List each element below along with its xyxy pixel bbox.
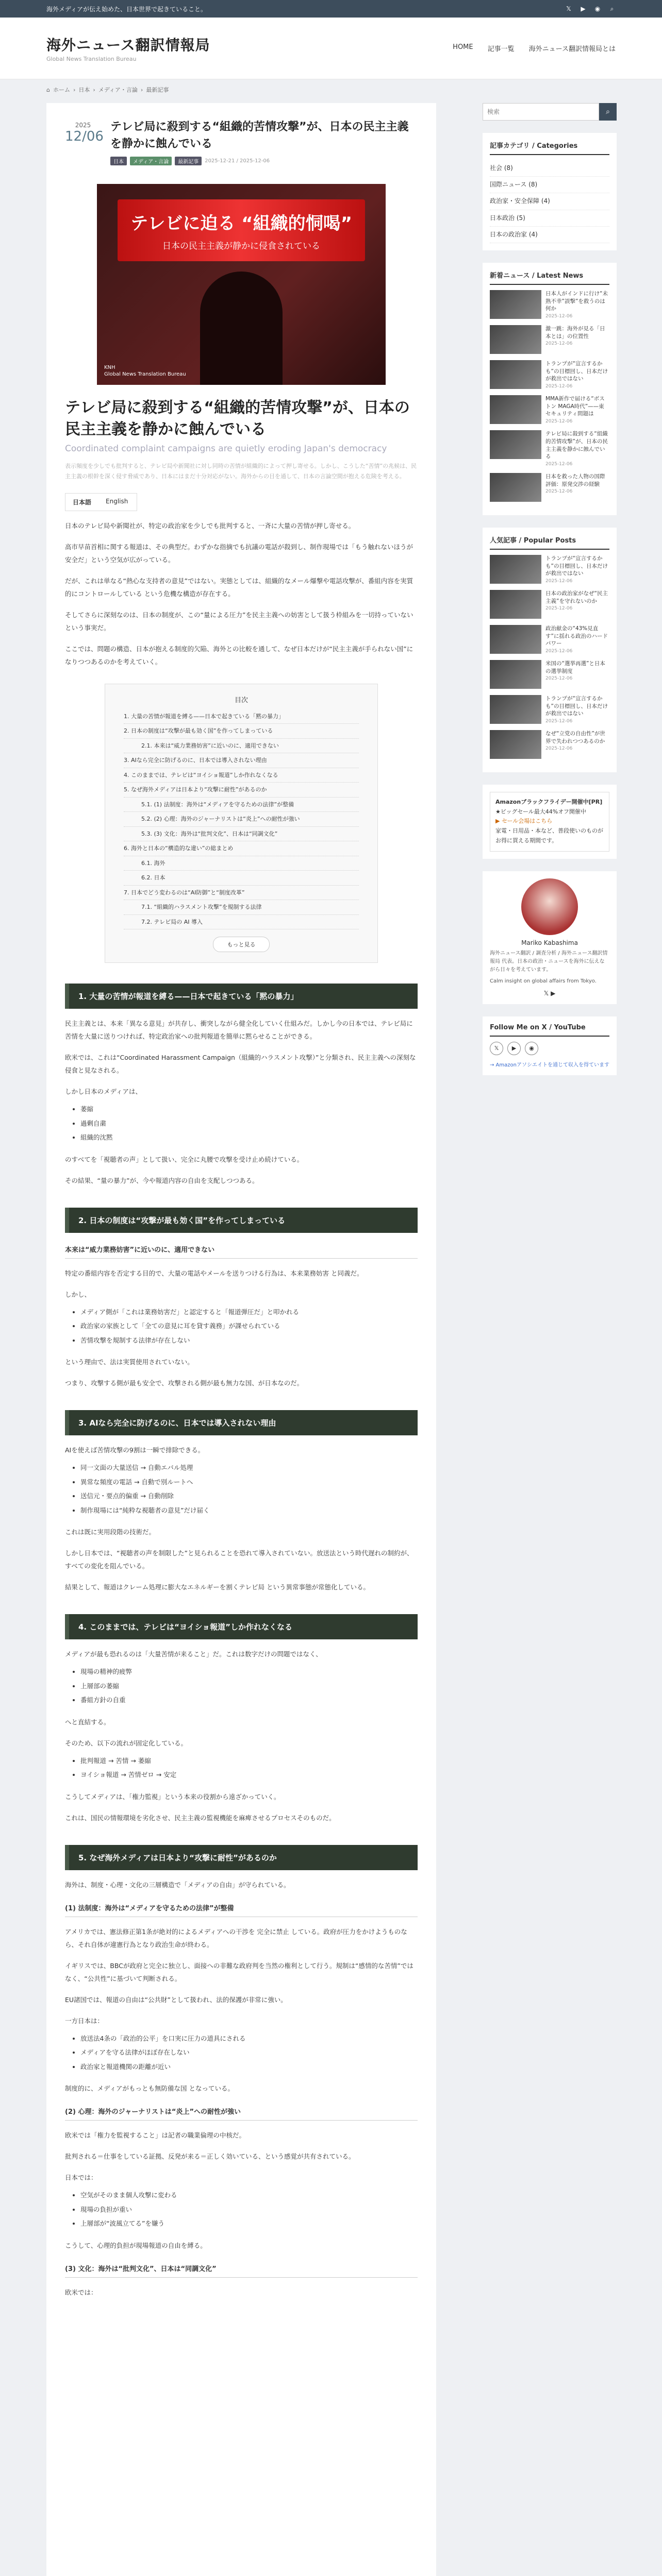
nav-about[interactable]: 海外ニュース翻訳情報局とは [528,45,616,53]
list-item: • 送信元・要点的偏重 → 自動削除 [80,1489,418,1503]
logo-tagline: Global News Translation Bureau [46,56,137,62]
breadcrumb-home[interactable]: ホーム [53,87,70,93]
tag-media[interactable]: メディア・言論 [130,157,172,165]
paragraph: これは既に実用段階の技術だ。 [65,1528,156,1536]
toc-item[interactable]: 7.2. テレビ局の AI 導入 [124,915,359,930]
rss-follow-icon[interactable]: ◉ [525,1042,538,1055]
thumbnail[interactable] [490,660,541,689]
list-item: • 現場の負担が重い [80,2202,418,2217]
paragraph: 一方日本は： [65,2016,104,2025]
profile-widget [483,871,617,1004]
paragraph: のすべてを「視聴者の声」として扱い、完全に丸腰で攻撃を受け止め続けている。 [65,1155,304,1163]
section-heading: 5. なぜ海外メディアは日本より“攻撃に耐性”があるのか [65,1845,418,1870]
toc-heading: 目次 [234,696,248,704]
english-subtitle: Coordinated complaint campaigns are quietly eroding Japan's democracy [65,444,387,454]
youtube-icon[interactable]: ▶ [551,989,556,997]
paragraph: AIを使えば苦情攻撃の9割は一瞬で排除できる。 [65,1446,205,1454]
popular-title[interactable]: なぜ“立党の自由性”が世界で失われつつあるのか [545,731,605,744]
paragraph: そしてさらに深刻なのは、日本の制度が、この“量による圧力”を民主主義への妨害として扱う枠組みを一切持っていない という事実だ。 [65,611,413,632]
latest-news-widget [483,263,617,515]
hero-title: テレビに迫る “組織的恫喝” [130,213,352,234]
amazon-note: 家電・日用品・本など、普段使いのものがお得に買える期間です。 [495,827,603,844]
paragraph: 特定の番組内容を否定する目的で、大量の電話やメールを送りつける行為は、本来業務妨害 と同義だ。 [65,1269,363,1277]
paragraph: 結果として、報道はクレーム処理に膨大なエネルギーを割くテレビ局 という異常事態が常態化している。 [65,1583,370,1591]
toc-item[interactable]: 2. 日本の制度は“攻撃が最も効く国”を作ってしまっている [124,724,359,739]
thumbnail[interactable] [490,555,541,584]
lead-text: 表示頻度を少しでも批判すると、テレビ局や新聞社に対し同時の苦情が組織的によって押し寄せる。しかし、こうした“苦情”の兆候は、民主主義の根幹を深く侵す脅威であり、日本にはまだ十分対応がない。海外からの目を通して、日本の言論空間が抱える危険を考える。 [65,463,417,480]
paragraph: だが、これは単なる“熱心な支持者の意見”ではない。実態としては、組織的なメール爆撃や電話攻撃が、番組内容を実質的にコントロールしている という危機な構造が存在する。 [65,577,413,598]
hero-subtitle: 日本の民主主義が静かに侵食されている [162,241,320,251]
news-title[interactable]: 日本人がインドに行け“未熟不幸”誤撃”を救うのは何か [545,290,608,312]
toc-item[interactable]: 4. このままでは、テレビは“ヨイショ報道”しか作れなくなる [124,768,359,783]
list-item: • 政治家の家族として「全ての意見に耳を貸す義務」が課せられている [80,1319,418,1333]
list-item: • 批判報道 → 苦情 → 萎縮 [80,1754,418,1768]
paragraph: 欧米では「権力を監視すること」は記者の職業倫理の中核だ。 [65,2131,246,2140]
x-icon[interactable]: 𝕏 [566,5,571,12]
breadcrumb-latest[interactable]: 最新記事 [146,87,169,93]
paragraph: へと直結する。 [65,1718,110,1726]
list-item: • 現場の精神的疲弊 [80,1665,418,1679]
tag-japan[interactable]: 日本 [110,157,127,165]
thumbnail[interactable] [490,473,541,502]
thumbnail[interactable] [490,360,541,389]
paragraph: 欧米では、これは“Coordinated Harassment Campaign（組織的ハラスメント攻撃）”と分類され、民主主義への深刻な侵食と見なされる。 [65,1054,416,1075]
news-date: 2025-12-06 [545,419,573,425]
paragraph: しかし日本では、“視聴者の声を制限した”と見られることを恐れて導入されていない。放送法という時代遅れの制約が、すべての変化を阻んでいる。 [65,1549,413,1570]
list-item: • 同一文面の大量送信 → 自動エバル処理 [80,1461,418,1475]
paragraph: そのため、以下の流れが固定化している。 [65,1739,188,1747]
subsection-heading: (1) 法制度：海外は“メディアを守るための法律”が整備 [65,1903,418,1917]
list-item: • 番組方針の自重 [80,1693,418,1707]
paragraph: こうして、心理的負担が現場報道の自由を縛る。 [65,2241,207,2249]
news-item[interactable] [490,325,609,354]
list-item: • 制作現場には“純粋な視聴者の意見”だけ届く [80,1503,418,1518]
thumbnail[interactable] [490,395,541,424]
amazon-sale-link[interactable]: ▶ セール会場はこちら [495,818,553,825]
list-item: • 組織的沈黙 [80,1130,418,1145]
post-year: 2025 [75,122,91,129]
popular-item[interactable] [490,555,609,584]
thumbnail[interactable] [490,730,541,759]
toc-item[interactable]: 7. 日本でどう変わるのは“AI防御”と“制度改革” [124,886,359,901]
search-input[interactable] [483,103,599,121]
toc-item[interactable]: 5.1. (1) 法制度：海外は“メディアを守るための法律”が整備 [124,798,359,812]
paragraph: EU諸国では、報道の自由は“公共財”として扱われ、法的保護が非常に強い。 [65,1995,287,2004]
paragraph: という理由で、法は実質使用されていない。 [65,1358,194,1366]
site-logo[interactable] [46,34,210,62]
toc-item[interactable]: 5.3. (3) 文化：海外は“批判文化”、日本は“同調文化” [124,827,359,842]
x-icon[interactable]: 𝕏 [543,989,549,997]
hero-banner [118,199,365,261]
paragraph: 民主主義とは、本来「異なる意見」が共存し、衝突しながら健全化していく仕組みだ。しかし今の日本では、テレビ局に苦情を大量に送りつければ、特定政治家への批判報道を簡単に黙らせることができる。 [65,1020,413,1041]
breadcrumb: ⌂ ホーム › 日本 › メディア・言論 › 最新記事 [46,86,169,93]
topbar-text: 海外メディアが伝え始めた、日本世界で起きていること。 [46,5,207,13]
popular-item[interactable] [490,695,609,724]
thumbnail[interactable] [490,325,541,354]
popular-date: 2025-12-06 [545,649,573,654]
popular-date: 2025-12-06 [545,719,573,724]
breadcrumb-japan[interactable]: 日本 [78,87,90,93]
widget-title: 記事カテゴリ / Categories [490,140,609,155]
paragraph: しかし日本のメディアは、 [65,1088,142,1096]
subsection-heading: (3) 文化：海外は“批判文化”、日本は“同調文化” [65,2263,418,2278]
profile-social [490,990,609,997]
list-item: • 上層部が“波風立てる”を嫌う [80,2216,418,2231]
news-item[interactable] [490,473,609,502]
logo-title[interactable]: 海外ニュース翻訳情報局 [46,37,210,54]
paragraph: しかし、 [65,1290,91,1298]
lang-en[interactable]: English [106,497,128,505]
tag-latest[interactable]: 最新記事 [175,157,202,165]
category-item[interactable]: 国際ニュース (8) [490,177,609,193]
topbar [0,0,662,18]
thumbnail[interactable] [490,695,541,724]
article-body [65,519,418,2299]
profile-name: Mariko Kabashima [521,939,578,946]
news-title[interactable]: テレビ局に殺到する“組織的苦情攻撃”が、日本の民主主義を静かに蝕んでいる [545,431,608,460]
thumbnail[interactable] [490,625,541,654]
breadcrumb-media[interactable]: メディア・言論 [98,87,138,93]
subsection-heading: (2) 心理：海外のジャーナリストは“炎上”への耐性が強い [65,2106,418,2121]
lang-ja[interactable]: 日本語 [73,498,92,506]
news-title[interactable]: MMA新作で届ける“ボストン MAGA時代”——東セキュリティ問題は [545,396,605,417]
category-widget [483,133,617,250]
list-item: • 苦情攻撃を規制する法律が存在しない [80,1333,418,1348]
news-title[interactable]: 日本を救った人物の国際評価：原発交渉の経験 [545,473,605,487]
post-meta: 2025-12-21 / 2025-12-06 [205,158,270,164]
popular-item[interactable] [490,625,609,654]
section-heading: 1. 大量の苦情が報道を縛る——日本で起きている「黙の暴力」 [65,984,418,1009]
toc-item[interactable]: 5.2. (2) 心理：海外のジャーナリストは“炎上”への耐性が強い [124,812,359,827]
category-item[interactable]: 社会 (8) [490,160,609,177]
news-date: 2025-12-06 [545,314,573,319]
list-item: • ヨイショ報道 → 苦情ゼロ → 安定 [80,1768,418,1782]
category-item[interactable]: 日本政治 (5) [490,210,609,227]
news-item[interactable] [490,430,609,467]
paragraph: メディアが最も恐れるのは「大量苦情が来ること」だ。これは数字だけの問題ではなく、 [65,1650,322,1658]
news-date: 2025-12-06 [545,489,573,495]
list-item: • メディアを守る法律がほぼ存在しない [80,2045,418,2060]
amazon-widget [483,785,617,858]
list-item: • 異常な頻度の電話 → 自動で別ルートへ [80,1475,418,1489]
silhouette-figure [200,272,283,385]
nav-articles[interactable]: 記事一覧 [487,45,515,53]
search-box [483,103,617,121]
news-item[interactable] [490,290,609,319]
paragraph: こうしてメディアは、「権力監視」という本来の役割から遠ざかっていく。 [65,1792,280,1801]
paragraph: つまり、攻撃する側が最も安全で、攻撃される側が最も無力な国、が日本なのだ。 [65,1379,304,1387]
youtube-icon[interactable]: ▶ [581,5,586,12]
thumbnail[interactable] [490,290,541,319]
widget-title: Follow Me on X / YouTube [490,1024,609,1037]
popular-date: 2025-12-06 [545,606,573,612]
list-item: • 過剰自粛 [80,1116,418,1131]
article [46,103,436,2576]
popular-title[interactable]: 米国の“選挙再選”と日本の選挙制度 [545,660,605,674]
thumbnail[interactable] [490,430,541,459]
widget-title: 人気記事 / Popular Posts [490,535,609,550]
x-follow-icon[interactable]: 𝕏 [490,1042,503,1055]
popular-item[interactable] [490,590,609,619]
news-title[interactable]: 激一跳：海外が見る「日本とは」の位置性 [545,326,605,340]
language-switch [65,493,137,511]
toc-item[interactable]: 5. なぜ海外メディアは日本より“攻撃に耐性”があるのか [124,783,359,798]
avatar [521,878,578,935]
table-of-contents [105,684,378,963]
rss-icon[interactable]: ◉ [594,5,601,12]
post-month-day: 12/06 [65,129,104,144]
popular-item[interactable] [490,660,609,689]
follow-widget [483,1016,617,1075]
section-heading: 4. このままでは、テレビは“ヨイショ報道”しか作れなくなる [65,1614,418,1639]
toc-more-button[interactable]: もっと見る [213,937,270,952]
widget-title: 新着ニュース / Latest News [490,270,609,285]
list-item: • 空気がそのまま個人攻撃に変わる [80,2188,418,2202]
paragraph: 海外は、制度・心理・文化の三層構造で「メディアの自由」が守られている。 [65,1880,290,1889]
news-item[interactable] [490,395,609,424]
toc-item[interactable]: 6.2. 日本 [124,871,359,886]
paragraph: 批判される＝仕事をしている証拠、反発が来る＝正しく効いている、という感覚が共有されている。 [65,2153,355,2161]
home-icon: ⌂ [46,86,50,93]
hero-image [97,184,386,385]
paragraph: 日本のテレビ局や新聞社が、特定の政治家を少しでも批判すると、一斉に大量の苦情が押し寄せる。 [65,521,355,530]
paragraph: 欧米では： [65,2288,97,2296]
toc-item[interactable]: 1. 大量の苦情が報道を縛る——日本で起きている「黙の暴力」 [124,709,359,724]
amazon-subtitle: ★ビッグセール最大44%オフ開催中 [495,808,586,815]
paragraph: アメリカでは、憲法修正第1条が絶対的によるメディアへの干渉を 完全に禁止 している。政府が圧力をかけようものなら、それ自体が違憲行為となり政治生命が終わる。 [65,1927,407,1948]
news-item[interactable] [490,360,609,389]
list-item: • 萎縮 [80,1102,418,1116]
news-date: 2025-12-06 [545,384,573,389]
popular-item[interactable] [490,730,609,759]
site-header [0,18,662,79]
thumbnail[interactable] [490,590,541,619]
popular-date: 2025-12-06 [545,746,573,752]
paragraph: イギリスでは、BBCが政府と完全に独立し、面接への非難な政府判を当然の権利として行う。規制は“感情的な苦情”ではなく、“公共性”に基づいて判断される。 [65,1961,413,1982]
affiliate-link[interactable]: → Amazonアソシエイトを通じて収入を得ています [490,1062,609,1068]
section-heading: 2. 日本の制度は“攻撃が最も効く国”を作ってしまっている [65,1208,418,1233]
popular-title[interactable]: 政治献金の“43%見直す”に揺れる政治のハードパワー [545,625,608,647]
popular-title[interactable]: トランプが“宣言するかも”の目標回し、日本だけが救出ではない [545,555,608,577]
sidebar [483,103,617,1088]
article-title: テレビ局に殺到する“組織的苦情攻撃”が、日本の民主主義を静かに蝕んでいる [110,121,409,150]
popular-date: 2025-12-06 [545,676,573,682]
toc-item[interactable]: 6.1. 海外 [124,856,359,871]
paragraph: 制度的に、メディアがもっとも無防備な国 となっている。 [65,2084,234,2093]
list-item: • メディア側が「これは業務妨害だ」と認定すると「報道弾圧だ」と叩かれる [80,1305,418,1319]
category-item[interactable]: 政治家・安全保障 (4) [490,193,609,210]
search-button[interactable]: ⌕ [599,103,617,121]
news-date: 2025-12-06 [545,341,573,347]
paragraph: 高市早苗首相に関する報道は、その典型だ。わずかな指摘でも抗議の電話が殺到し、制作現場では「もう触れないほうが安全だ」という空気が広がっている。 [65,543,413,564]
paragraph: その結果、“量の暴力”が、今や報道内容の自由を支配しつつある。 [65,1176,259,1184]
popular-posts-widget [483,528,617,772]
post-date [65,122,104,144]
toc-item[interactable]: 2.1. 本来は“威力業務妨害”に近いのに、適用できない [124,739,359,754]
nav-home[interactable]: HOME [453,43,473,51]
list-item: • 放送法4条の「政治的公平」を口実に圧力の道具にされる [80,2031,418,2046]
popular-title[interactable]: トランプが“宣言するかも”の目標回し、日本だけが救出ではない [545,696,608,717]
list-item: • 上層部の萎縮 [80,1679,418,1693]
section-heading: 3. AIなら完全に防げるのに、日本では導入されない理由 [65,1410,418,1435]
hero-logo: KNH Global News Translation Bureau [104,365,186,377]
news-title[interactable]: トランプが“宣言するかも”の目標回し、日本だけが救出ではない [545,361,608,382]
search-icon[interactable]: ⌕ [610,5,614,12]
article-heading: テレビ局に殺到する“組織的苦情攻撃”が、日本の民主主義を静かに蝕んでいる [65,399,410,438]
paragraph: 日本では： [65,2174,97,2182]
paragraph: これは、国民の情報環境を劣化させ、民主主義の監視機能を麻痺させるプロセスそのものだ。 [65,1814,336,1822]
profile-note: Calm insight on global affairs from Tokyo. [490,978,597,984]
news-date: 2025-12-06 [545,461,573,467]
subsection-heading: 本来は“威力業務妨害”に近いのに、適用できない [65,1244,418,1259]
toc-item[interactable]: 6. 海外と日本の“構造的な違い”の総まとめ [124,841,359,856]
toc-item[interactable]: 7.1. “組織的ハラスメント攻撃”を規制する法律 [124,900,359,915]
youtube-follow-icon[interactable]: ▶ [507,1042,521,1055]
main-nav [453,43,616,53]
amazon-title: Amazonブラックフライデー開催中[PR] [495,799,603,806]
profile-description: 海外ニュース翻訳 / 調査分析 / 海外ニュース翻訳情報局 代表。日本の政治・ニュースを海外に伝えながら日々を考えています。 [490,950,608,973]
toc-item[interactable]: 3. AIなら完全に防げるのに、日本では導入されない理由 [124,753,359,768]
category-item[interactable]: 日本の政治家 (4) [490,227,609,243]
list-item: • 政治家と報道機関の距離が近い [80,2060,418,2074]
paragraph: ここでは、問題の構造、日本が抱える制度的欠陥、海外との比較を通して、なぜ日本だけが“民主主義が手られない国”になりつつあるのかを考えていく。 [65,645,413,666]
popular-date: 2025-12-06 [545,578,573,584]
popular-title[interactable]: 日本の政治家がなぜ“民主主義”を守れないのか [545,590,608,604]
